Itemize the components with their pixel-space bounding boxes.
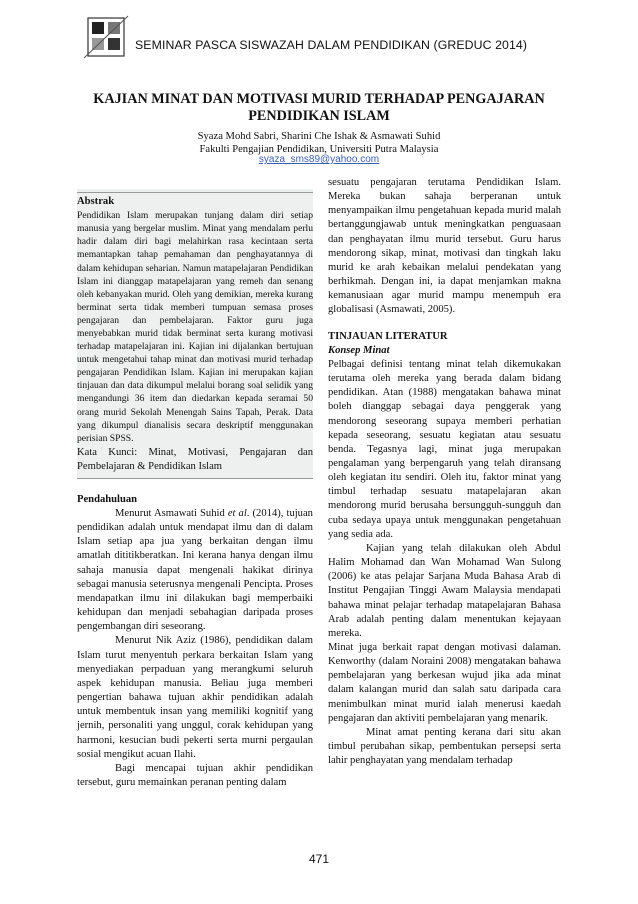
- author-block: [62, 130, 576, 156]
- intro-paragraph-2: Menurut Nik Aziz (1986), pendidikan dalam Islam turut menyentuh perkara berkaitan Islam yang menyediakan perpaduan yang merangkumi seluruh aspek kehidupan manusia. Beliau juga memberi pengertian bahawa tujuan akhir pendidikan adalah untuk membentuk insan yang memiliki kognitif yang jernih, personaliti yang unggul, corak kehidupan yang harmoni, kesucian budi pekerti serta murni pergaulan sosial mengikut acuan Ilahi.: [77, 635, 313, 760]
- intro-p1-pre: Menurut Asmawati Suhid: [115, 508, 228, 519]
- intro-paragraph-1: [77, 507, 313, 634]
- right-column: [328, 176, 561, 768]
- affiliation: Fakulti Pengajian Pendidikan, Universiti Putra Malaysia: [199, 144, 439, 155]
- left-column: [77, 189, 313, 790]
- conference-title: SEMINAR PASCA SISWAZAH DALAM PENDIDIKAN (GREDUC 2014): [135, 38, 528, 52]
- intro-p1-etal: et al: [227, 508, 247, 519]
- literature-paragraph-4: Minat amat penting kerana dari situ akan timbul perubahan sikap, pembentukan persepsi serta lahir penghayatan yang mendalam terhadap: [328, 726, 561, 767]
- authors: Syaza Mohd Sabri, Sharini Che Ishak & Asmawati Suhid: [197, 131, 441, 142]
- abstract-text: Pendidikan Islam merupakan tunjang dalam diri setiap manusia yang bergelar muslim. Minat yang mendalam perlu hadir dalam diri bagi melahirkan rasa kecintaan serta memantapkan tahap pemahaman dan penghayatannya di dalam kehidupan seharian. Namun matapelajaran Pendidikan Islam ini dianggap matapelajaran yang remeh dan senang oleh kebanyakan murid. Oleh yang demikian, mereka kurang berminat serta tidak memberi tumpuan semasa proses pengajaran dan pembelajaran. Faktor guru juga menyebabkan murid tidak berminat serta kurang motivasi terhadap matapelajaran ini. Kajian ini dijalankan bertujuan untuk mengetahui tahap minat dan motivasi murid terhadap pengajaran Pendidikan Islam. Kajian ini merupakan kajian tinjauan dan data dikumpul melalui borang soal selidik yang mengandungi 36 item dan diedarkan kepada seramai 50 orang murid Sekolah Menengah Sains Tapah, Perak. Data yang dikumpul dianalisis secara deskriptif menggunakan perisian SPSS.: [77, 210, 313, 444]
- intro-paragraph-3: Bagi mencapai tujuan akhir pendidikan tersebut, guru memainkan peranan penting dalam: [77, 762, 313, 788]
- intro-heading: Pendahuluan: [77, 493, 138, 505]
- intro-paragraph-3-continued: sesuatu pengajaran terutama Pendidikan Islam. Mereka bukan sahaja berperanan untuk menyampaikan ilmu pengetahuan kepada murid malah bertanggungjawab untuk meningkatkan penguasaan dan penghayatan ilmu murid tersebut. Guru harus mendorong sikap, minat, motivasi dan tingkah laku murid ke arah kebaikan melalui pendekatan yang berhikmah. Dengan ini, ia dapat menjamkan makna kemanusiaan agar murid mampu menempuh era globalisasi (Asmawati, 2005).: [328, 177, 561, 316]
- literature-subheading: Konsep Minat: [328, 344, 390, 356]
- page-header: [0, 0, 638, 70]
- literature-paragraph-1: Pelbagai definisi tentang minat telah dikemukakan terutama oleh mereka yang berada dalam bidang pendidikan. Atan (1988) mengatakan bahawa minat boleh dianggap sebagai daya penggerak yang mendorong seseorang supaya memberi perhatian kepada seseorang, sesuatu kegiatan atau sesuatu benda. Tegasnya lagi, minat juga merupakan pengalaman yang berpengaruh yang telah diransang oleh kegiatan itu sendiri. Oleh itu, faktor minat yang timbul terhadap sesuatu matapelajaran akan mendorong murid berusaha bersungguh-sungguh dan cuba sedaya upaya untuk menggunakan pengetahuan yang sedia ada.: [328, 358, 561, 540]
- literature-paragraph-3: Minat juga berkait rapat dengan motivasi dalaman. Kenworthy (dalam Noraini 2008) mengatakan bahawa pembelajaran yang berkesan wujud jika ada minat dalam kalangan murid dan salah satu daripada cara menimbulkan minat murid ialah menerusi kaedah pengajaran dan aktiviti pembelajaran yang menarik.: [328, 642, 561, 724]
- keywords: Kata Kunci: Minat, Motivasi, Pengajaran dan Pembelajaran & Pendidikan Islam: [77, 446, 313, 472]
- literature-paragraph-2: Kajian yang telah dilakukan oleh Abdul Halim Mohamad dan Wan Mohamad Wan Sulong (2006) ke atas pelajar Sarjana Muda Bahasa Arab di Institut Pengajian Tinggi Awam Malaysia mendapati bahawa minat pelajar terhadap matapelajaran Bahasa Arab adalah penting dalam menentukan kejayaan mereka.: [328, 542, 561, 639]
- page-number: 471: [308, 852, 330, 866]
- abstract-heading: Abstrak: [77, 192, 313, 209]
- literature-heading: TINJAUAN LITERATUR: [328, 330, 448, 342]
- paper-title: KAJIAN MINAT DAN MOTIVASI MURID TERHADAP PENGAJARAN PENDIDIKAN ISLAM: [93, 91, 545, 124]
- university-logo-icon: [82, 14, 130, 60]
- intro-p1-post: . (2014), tujuan pendidikan adalah untuk mendapat ilmu dan di dalam Islam setiap apa jua yang berkaitan dengan ilmu amatlah dititikberatkan. Ini kerana hanya dengan ilmu sahaja manusia dapat mengenali hakikat dirinya sebagai manusia seterusnya mengenali Pencipta. Proses mendapatkan ilmu ini dilakukan bagi memperbaiki kehidupan dan menjadi sebahagian daripada proses pengembangan diri seseorang.: [77, 508, 313, 633]
- author-email-link[interactable]: syaza_sms89@yahoo.com: [258, 154, 380, 165]
- abstract-box: [77, 189, 313, 479]
